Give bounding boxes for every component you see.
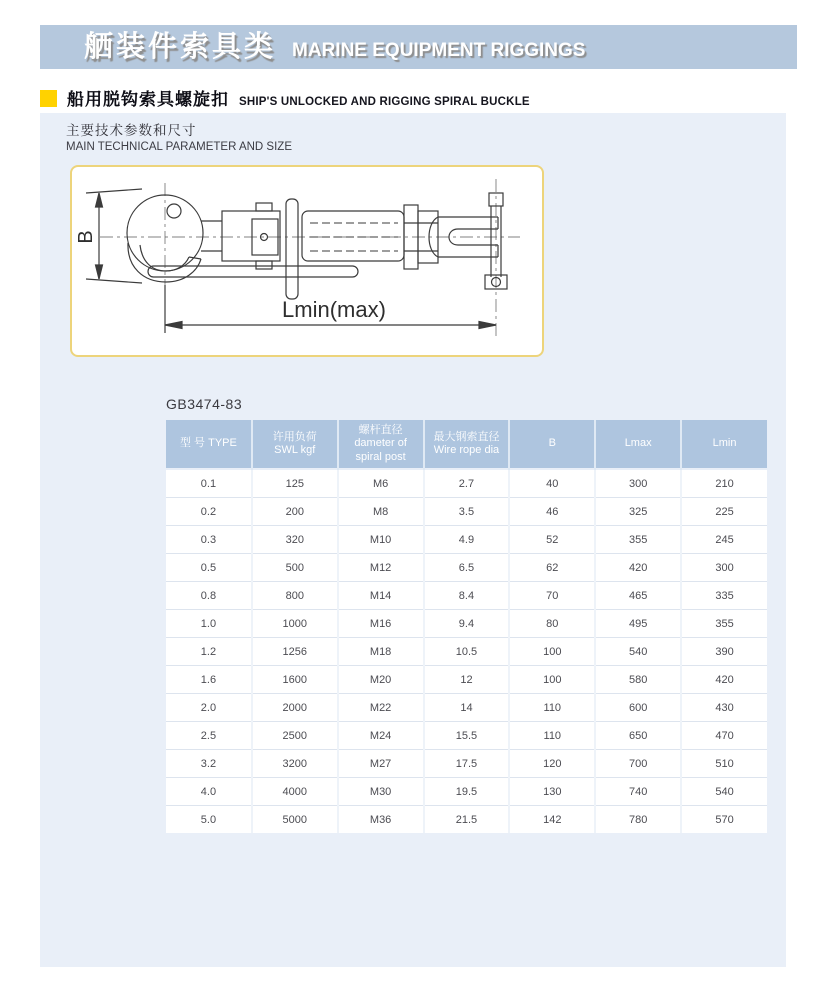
table-cell: 335 — [681, 582, 767, 610]
technical-drawing — [70, 165, 544, 357]
table-cell: 4000 — [252, 778, 338, 806]
table-cell: 2.0 — [166, 694, 252, 722]
table-cell: 17.5 — [424, 750, 510, 778]
table-header — [166, 420, 767, 469]
table-cell: M10 — [338, 526, 424, 554]
table-cell: 100 — [509, 638, 595, 666]
table-cell: 210 — [681, 469, 767, 498]
table-cell: 125 — [252, 469, 338, 498]
table-cell: 110 — [509, 694, 595, 722]
table-row — [166, 498, 767, 526]
table-cell: 245 — [681, 526, 767, 554]
table-cell: 510 — [681, 750, 767, 778]
table-cell: 3.5 — [424, 498, 510, 526]
table-cell: 200 — [252, 498, 338, 526]
table-cell: 500 — [252, 554, 338, 582]
dimension-label-b: B — [75, 230, 97, 244]
spiral-buckle-drawing — [72, 167, 538, 351]
dimension-label-lmin: Lmin(max) — [282, 297, 386, 322]
column-header-wire-rope-dia: 最大钢索直径 Wire rope dia — [424, 420, 510, 469]
table-cell: 800 — [252, 582, 338, 610]
standard-label: GB3474-83 — [166, 396, 243, 412]
table-cell: M18 — [338, 638, 424, 666]
table-row — [166, 722, 767, 750]
parameter-heading-chinese: 主要技术参数和尺寸 — [66, 123, 197, 138]
table-cell: 420 — [681, 666, 767, 694]
table-cell: 4.0 — [166, 778, 252, 806]
table-cell: 46 — [509, 498, 595, 526]
table-cell: 130 — [509, 778, 595, 806]
table-cell: 740 — [595, 778, 681, 806]
parameter-heading-english: MAIN TECHNICAL PARAMETER AND SIZE — [66, 141, 292, 154]
table-cell: 780 — [595, 806, 681, 834]
table-cell: 0.5 — [166, 554, 252, 582]
table-cell: 540 — [681, 778, 767, 806]
table-cell: 4.9 — [424, 526, 510, 554]
table-cell: 40 — [509, 469, 595, 498]
table-row — [166, 526, 767, 554]
table-cell: 600 — [595, 694, 681, 722]
yellow-bullet-icon — [40, 90, 57, 107]
table-cell: 325 — [595, 498, 681, 526]
table-cell: 570 — [681, 806, 767, 834]
table-cell: 495 — [595, 610, 681, 638]
table-cell: 580 — [595, 666, 681, 694]
table-cell: 62 — [509, 554, 595, 582]
table-cell: 1600 — [252, 666, 338, 694]
table-cell: 390 — [681, 638, 767, 666]
table-cell: 2.5 — [166, 722, 252, 750]
table-cell: 110 — [509, 722, 595, 750]
table-cell: 15.5 — [424, 722, 510, 750]
table-cell: 120 — [509, 750, 595, 778]
table-cell: M16 — [338, 610, 424, 638]
table-row — [166, 610, 767, 638]
table-cell: 3.2 — [166, 750, 252, 778]
table-cell: M8 — [338, 498, 424, 526]
table-cell: 6.5 — [424, 554, 510, 582]
table-row — [166, 778, 767, 806]
table-cell: M12 — [338, 554, 424, 582]
section-heading — [40, 85, 530, 110]
table-cell: 0.3 — [166, 526, 252, 554]
table-cell: 5000 — [252, 806, 338, 834]
column-header-swl: 许用负荷 SWL kgf — [252, 420, 338, 469]
table-cell: 2.7 — [424, 469, 510, 498]
table-row — [166, 638, 767, 666]
table-row — [166, 666, 767, 694]
table-cell: M36 — [338, 806, 424, 834]
table-cell: 2000 — [252, 694, 338, 722]
page-title-english: MARINE EQUIPMENT RIGGINGS — [292, 40, 586, 61]
table-cell: 540 — [595, 638, 681, 666]
table-cell: M6 — [338, 469, 424, 498]
table-cell: 300 — [595, 469, 681, 498]
table-cell: 70 — [509, 582, 595, 610]
page-header — [40, 25, 797, 69]
table-body — [166, 469, 767, 833]
column-header-lmax: Lmax — [595, 420, 681, 469]
table-cell: M14 — [338, 582, 424, 610]
table-cell: 0.8 — [166, 582, 252, 610]
table-cell: 10.5 — [424, 638, 510, 666]
table-cell: 1000 — [252, 610, 338, 638]
table-row — [166, 806, 767, 834]
page-title-chinese: 舾装件索具类 — [84, 31, 277, 63]
table-row — [166, 554, 767, 582]
table-cell: 1.0 — [166, 610, 252, 638]
column-header-spiral-diameter: 螺杆直径 dameter of spiral post — [338, 420, 424, 469]
table-cell: M30 — [338, 778, 424, 806]
table-cell: M24 — [338, 722, 424, 750]
table-cell: 465 — [595, 582, 681, 610]
table-cell: 9.4 — [424, 610, 510, 638]
section-title-chinese: 船用脱钩索具螺旋扣 — [67, 90, 229, 109]
table-cell: 80 — [509, 610, 595, 638]
table-cell: 8.4 — [424, 582, 510, 610]
table-cell: 21.5 — [424, 806, 510, 834]
table-row — [166, 582, 767, 610]
parameter-heading — [66, 122, 786, 156]
table-cell: 12 — [424, 666, 510, 694]
content-panel — [40, 113, 786, 967]
section-title-english: SHIP'S UNLOCKED AND RIGGING SPIRAL BUCKLE — [239, 96, 530, 108]
column-header-type: 型 号 TYPE — [166, 420, 252, 469]
table-cell: M27 — [338, 750, 424, 778]
table-cell: 1.6 — [166, 666, 252, 694]
table-cell: 1.2 — [166, 638, 252, 666]
table-cell: 650 — [595, 722, 681, 750]
table-cell: 142 — [509, 806, 595, 834]
table-cell: 700 — [595, 750, 681, 778]
table-cell: 320 — [252, 526, 338, 554]
table-cell: 300 — [681, 554, 767, 582]
table-cell: M20 — [338, 666, 424, 694]
table-cell: 19.5 — [424, 778, 510, 806]
table-row — [166, 469, 767, 498]
table-cell: 225 — [681, 498, 767, 526]
table-cell: 0.1 — [166, 469, 252, 498]
table-cell: 430 — [681, 694, 767, 722]
table-cell: 420 — [595, 554, 681, 582]
table-cell: 470 — [681, 722, 767, 750]
table-cell: 1256 — [252, 638, 338, 666]
table-cell: 2500 — [252, 722, 338, 750]
table-cell: 0.2 — [166, 498, 252, 526]
parameter-table — [166, 420, 767, 833]
table-cell: 3200 — [252, 750, 338, 778]
table-cell: 52 — [509, 526, 595, 554]
column-header-b: B — [509, 420, 595, 469]
table-row — [166, 694, 767, 722]
table-cell: 14 — [424, 694, 510, 722]
table-row — [166, 750, 767, 778]
table-cell: 5.0 — [166, 806, 252, 834]
table-cell: 100 — [509, 666, 595, 694]
table-cell: M22 — [338, 694, 424, 722]
column-header-lmin: Lmin — [681, 420, 767, 469]
table-cell: 355 — [681, 610, 767, 638]
table-cell: 355 — [595, 526, 681, 554]
